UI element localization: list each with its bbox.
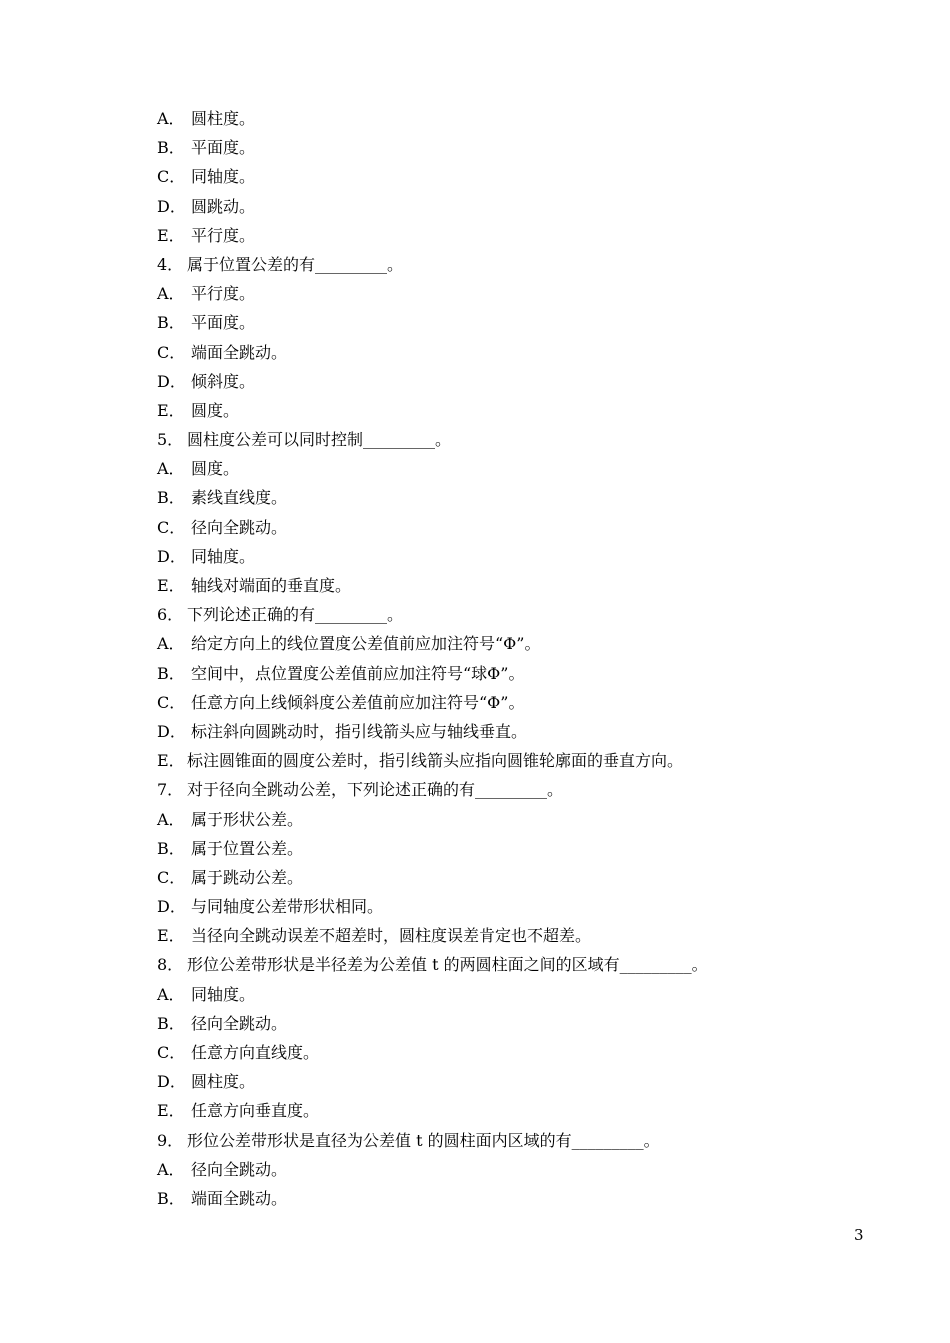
option-line	[0, 980, 950, 1009]
option-label: E．	[157, 751, 185, 771]
option-line	[0, 746, 950, 775]
option-line	[0, 834, 950, 863]
option-text: 标注圆锥面的圆度公差时，指引线箭头应指向圆锥轮廓面的垂直方向。	[187, 751, 684, 771]
option-line	[0, 571, 950, 600]
option-label: E．	[157, 400, 185, 420]
option-line	[0, 104, 950, 133]
option-line	[0, 162, 950, 191]
option-line	[0, 483, 950, 512]
question-text: 圆柱度公差可以同时控制_________。	[187, 430, 452, 450]
option-label: B．	[157, 488, 185, 508]
question-number: 5．	[157, 430, 184, 450]
option-label: A．	[157, 109, 185, 128]
option-text: 任意方向垂直度。	[191, 1101, 320, 1121]
question-line	[0, 950, 950, 979]
question-text: 下列论述正确的有_________。	[187, 605, 404, 625]
option-line	[0, 863, 950, 892]
option-label: B．	[157, 1013, 185, 1033]
option-text: 同轴度。	[191, 984, 256, 1004]
option-text: 属于跳动公差。	[191, 867, 304, 887]
option-label: E．	[157, 926, 185, 946]
question-text: 形位公差带形状是直径为公差值 t 的圆柱面内区域的有_________。	[187, 1130, 660, 1150]
option-text: 任意方向上线倾斜度公差值前应加注符号“Φ”。	[191, 692, 525, 712]
question-line	[0, 775, 950, 804]
option-text: 圆跳动。	[191, 196, 256, 216]
option-line	[0, 542, 950, 571]
option-label: B．	[157, 838, 185, 858]
option-label: C．	[157, 342, 186, 362]
option-line	[0, 1067, 950, 1096]
option-line	[0, 1155, 950, 1184]
option-text: 端面全跳动。	[191, 342, 288, 362]
question-line	[0, 250, 950, 279]
option-text: 与同轴度公差带形状相同。	[191, 897, 384, 917]
option-text: 圆柱度。	[191, 1072, 256, 1092]
option-line	[0, 921, 950, 950]
question-number: 6．	[157, 605, 184, 625]
option-label: A．	[157, 1159, 185, 1179]
option-line	[0, 308, 950, 337]
question-number: 4．	[157, 254, 184, 274]
option-label: A．	[157, 459, 185, 479]
option-text: 当径向全跳动误差不超差时，圆柱度误差肯定也不超差。	[191, 926, 592, 946]
question-text: 形位公差带形状是半径差为公差值 t 的两圆柱面之间的区域有_________。	[187, 955, 708, 975]
question-text: 对于径向全跳动公差，下列论述正确的有_________。	[187, 780, 564, 800]
option-label: C．	[157, 867, 186, 887]
option-text: 径向全跳动。	[191, 517, 288, 537]
option-line	[0, 454, 950, 483]
option-line	[0, 221, 950, 250]
option-line	[0, 659, 950, 688]
option-text: 平行度。	[191, 225, 256, 245]
option-line	[0, 513, 950, 542]
question-number: 9．	[157, 1130, 184, 1150]
option-line	[0, 892, 950, 921]
option-label: D．	[157, 721, 186, 741]
option-label: E．	[157, 225, 185, 245]
question-line	[0, 600, 950, 629]
question-number: 7．	[157, 780, 184, 800]
option-text: 标注斜向圆跳动时，指引线箭头应与轴线垂直。	[191, 721, 528, 741]
option-label: D．	[157, 1072, 186, 1092]
option-text: 同轴度。	[191, 546, 256, 566]
option-label: B．	[157, 313, 185, 333]
option-label: D．	[157, 546, 186, 566]
option-text: 倾斜度。	[191, 371, 256, 391]
option-text: 圆度。	[191, 459, 240, 479]
option-text: 空间中，点位置度公差值前应加注符号“球Φ”。	[191, 663, 525, 683]
option-label: E．	[157, 576, 185, 595]
option-label: B．	[157, 138, 185, 158]
option-label: C．	[157, 167, 186, 187]
option-line	[0, 396, 950, 425]
option-text: 圆度。	[191, 400, 240, 420]
option-line	[0, 279, 950, 308]
option-text: 端面全跳动。	[191, 1188, 288, 1208]
option-label: E．	[157, 1101, 185, 1121]
option-text: 属于形状公差。	[191, 809, 304, 829]
option-label: D．	[157, 897, 186, 917]
option-text: 径向全跳动。	[191, 1159, 288, 1179]
option-line	[0, 688, 950, 717]
question-line	[0, 1126, 950, 1155]
option-text: 素线直线度。	[191, 488, 288, 508]
question-text: 属于位置公差的有_________。	[187, 254, 404, 274]
option-line	[0, 629, 950, 658]
option-label: A．	[157, 634, 185, 654]
document-body	[0, 104, 950, 1213]
option-label: D．	[157, 371, 186, 391]
option-line	[0, 338, 950, 367]
option-line	[0, 1184, 950, 1213]
option-text: 同轴度。	[191, 167, 256, 187]
option-text: 平面度。	[191, 138, 256, 158]
option-text: 给定方向上的线位置度公差值前应加注符号“Φ”。	[191, 634, 541, 654]
option-label: C．	[157, 692, 186, 712]
option-label: A．	[157, 809, 185, 829]
question-line	[0, 425, 950, 454]
option-text: 平面度。	[191, 313, 256, 333]
option-label: B．	[157, 1188, 185, 1208]
option-line	[0, 192, 950, 221]
page-number: 3	[854, 1226, 864, 1244]
option-text: 平行度。	[191, 284, 256, 304]
option-label: C．	[157, 1043, 186, 1062]
option-line	[0, 717, 950, 746]
option-line	[0, 1096, 950, 1125]
option-text: 圆柱度。	[191, 109, 256, 128]
option-line	[0, 1009, 950, 1038]
option-text: 属于位置公差。	[191, 838, 304, 858]
option-text: 任意方向直线度。	[191, 1043, 320, 1062]
option-line	[0, 367, 950, 396]
option-label: D．	[157, 196, 186, 216]
option-label: A．	[157, 984, 185, 1004]
question-number: 8．	[157, 955, 184, 975]
option-label: C．	[157, 517, 186, 537]
option-line	[0, 805, 950, 834]
option-text: 径向全跳动。	[191, 1013, 288, 1033]
option-label: B．	[157, 663, 185, 683]
option-label: A．	[157, 284, 185, 304]
option-text: 轴线对端面的垂直度。	[191, 576, 352, 595]
option-line	[0, 1038, 950, 1067]
option-line	[0, 133, 950, 162]
